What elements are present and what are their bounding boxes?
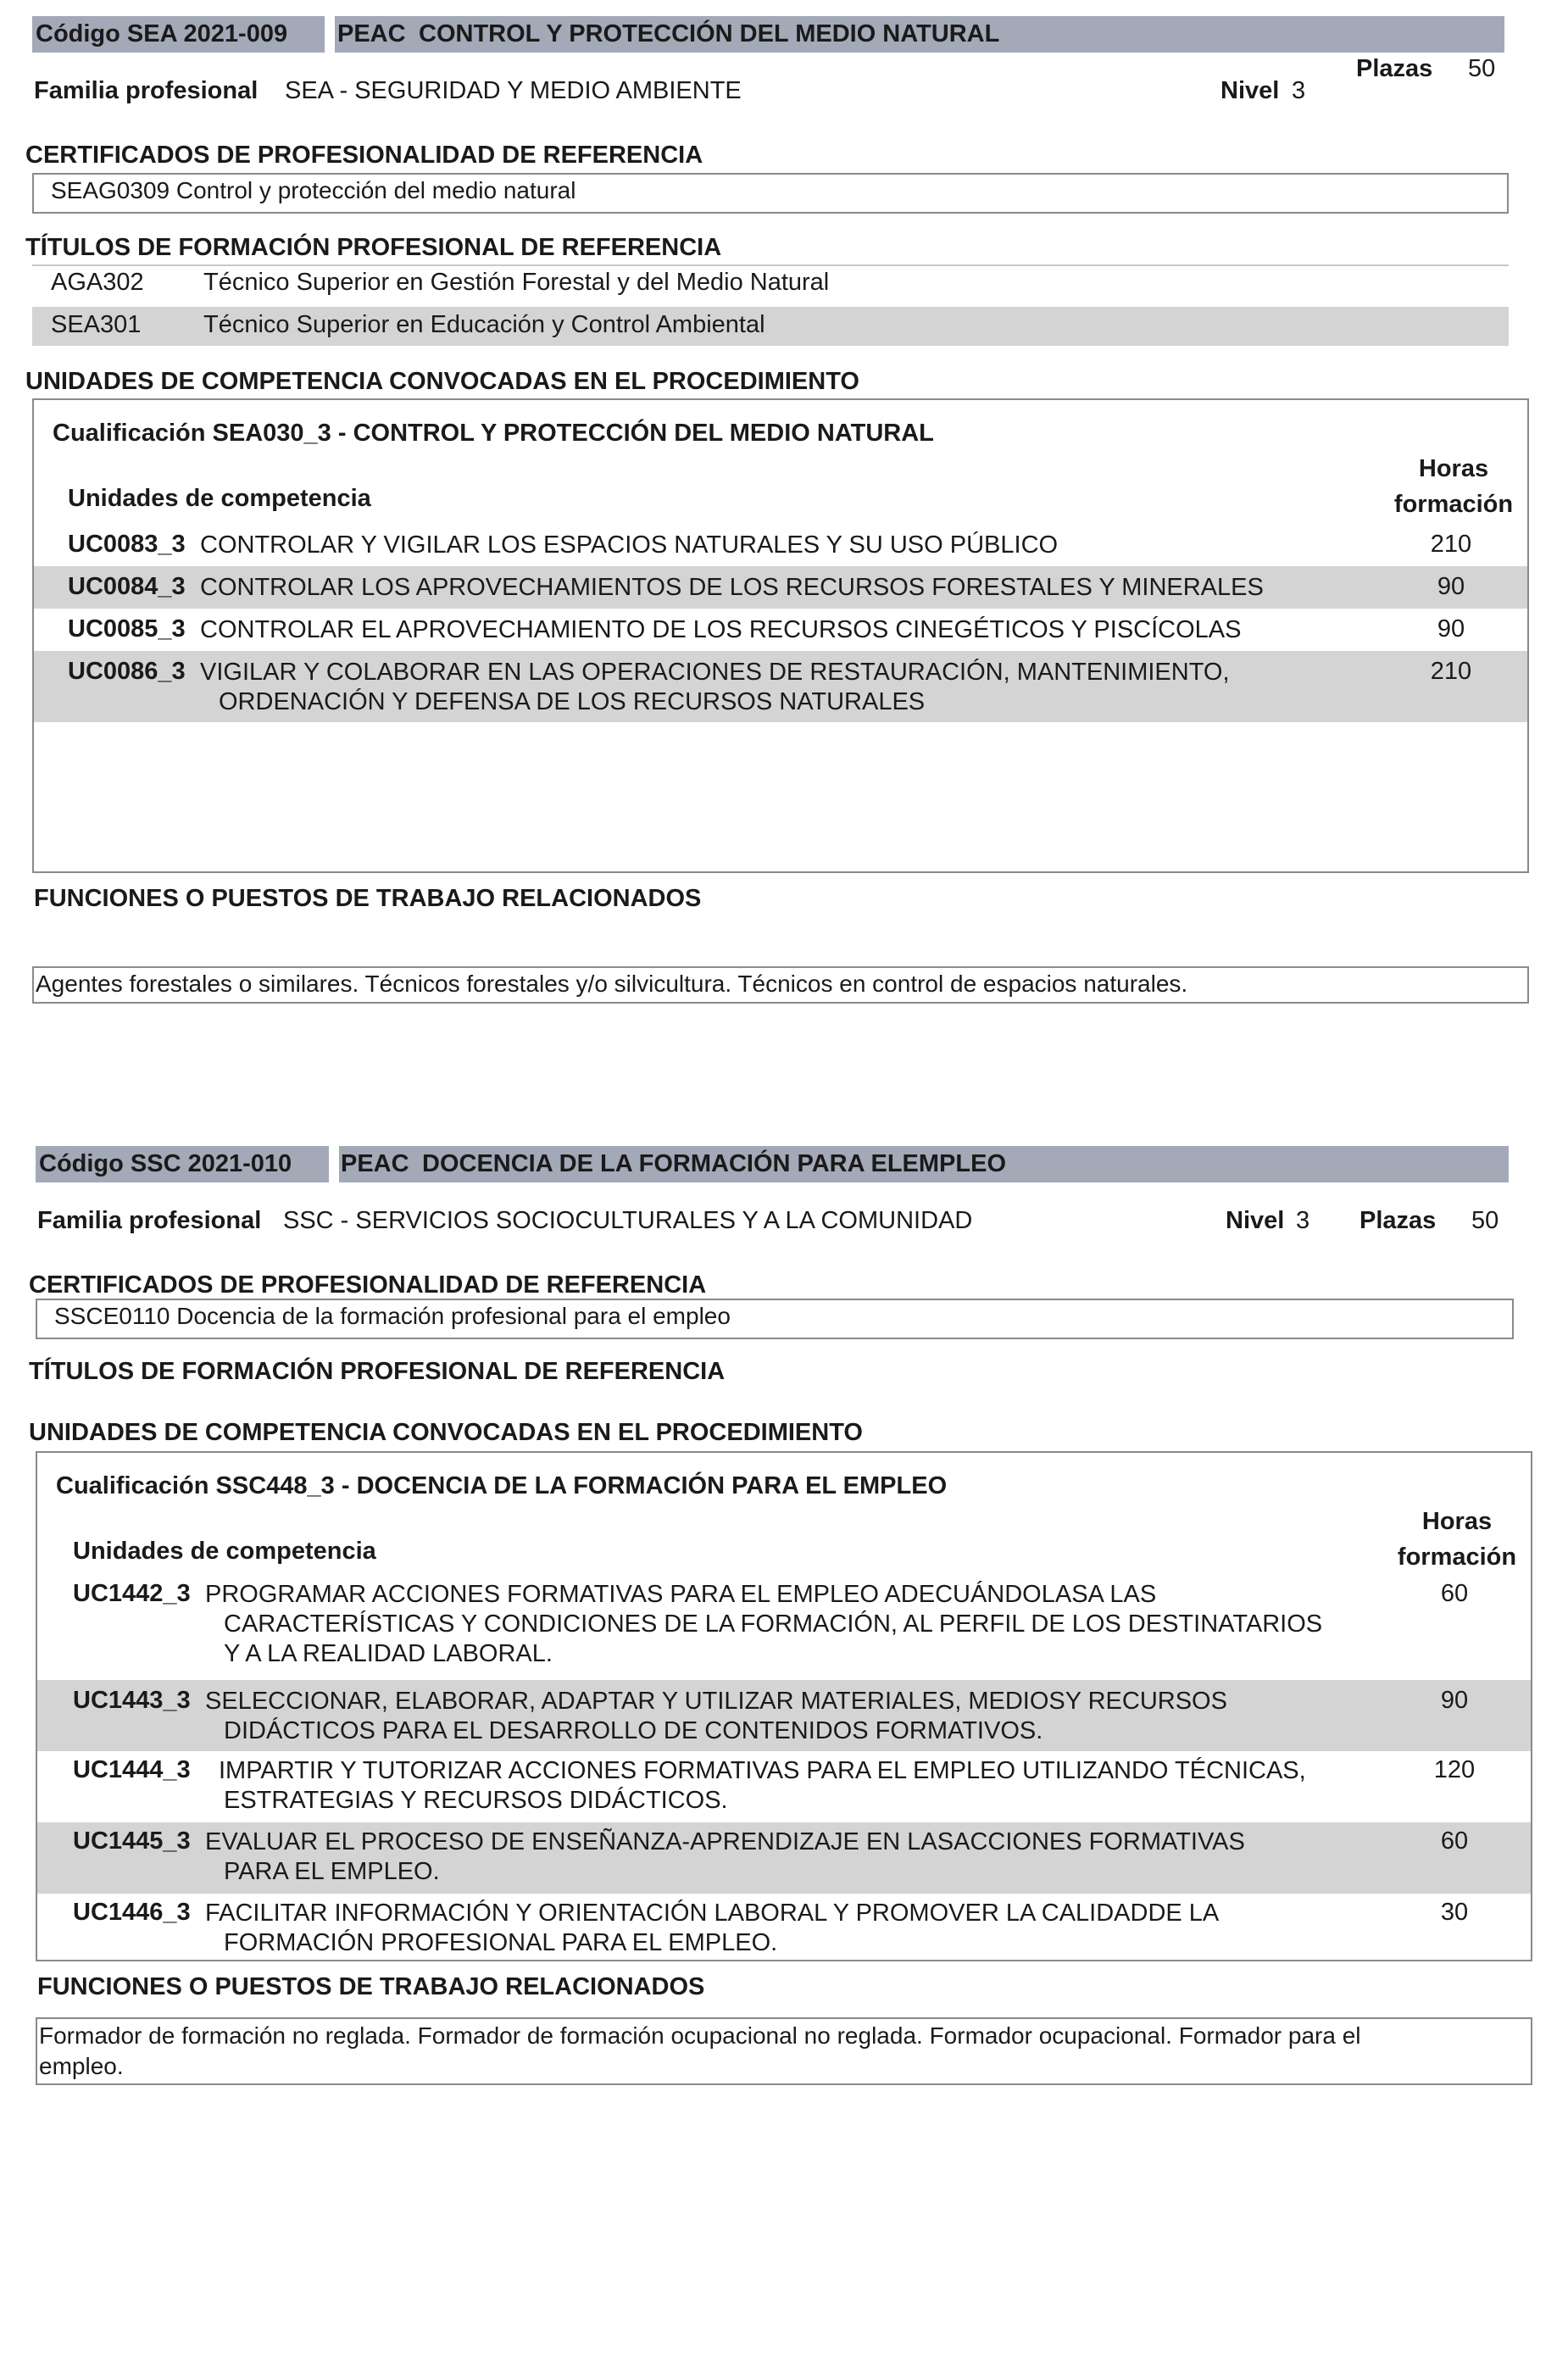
- unit-hours: 30: [1440, 1899, 1469, 1926]
- unit-code: UC0085_3: [68, 615, 186, 642]
- col-hours-header: [1393, 1504, 1521, 1575]
- unit-hours: 210: [1430, 531, 1472, 558]
- familia-value: SEA - SEGURIDAD Y MEDIO AMBIENTE: [285, 77, 742, 104]
- unit-row: [34, 524, 1527, 566]
- unit-hours: 90: [1437, 615, 1465, 642]
- funciones-value: Agentes forestales o similares. Técnicos forestales y/o silvicultura. Técnicos en control de espacios naturales.: [36, 971, 1188, 997]
- col-hours-line2: formación: [1397, 1544, 1517, 1571]
- unit-code: UC0084_3: [68, 573, 186, 600]
- titulo-code: AGA302: [51, 269, 144, 296]
- nivel-label: Nivel: [1220, 77, 1280, 104]
- titulo-row: [32, 266, 1509, 303]
- cert-value: SSCE0110 Docencia de la formación profesional para el empleo: [54, 1303, 731, 1329]
- unit-line: CARACTERÍSTICAS Y CONDICIONES DE LA FORMACIÓN, AL PERFIL DE LOS DESTINATARIOS: [224, 1610, 1323, 1638]
- qualification-title: DOCENCIA DE LA FORMACIÓN PARA ELEMPLEO: [422, 1150, 1007, 1177]
- unit-hours: 90: [1440, 1687, 1469, 1714]
- unit-code: UC1443_3: [73, 1687, 191, 1714]
- funciones-line: Formador de formación no reglada. Formador de formación ocupacional no reglada. Formador ocupacional. Formador para el: [39, 2022, 1361, 2049]
- unit-title: [200, 531, 1058, 560]
- cualificacion-label: Cualificación SSC448_3 - DOCENCIA DE LA FORMACIÓN PARA EL EMPLEO: [56, 1472, 948, 1499]
- titulo-name: Técnico Superior en Gestión Forestal y del Medio Natural: [203, 269, 830, 296]
- nivel-label: Nivel: [1226, 1207, 1285, 1234]
- unit-hours: 60: [1440, 1827, 1469, 1855]
- codigo-label: Código SSC 2021-010: [39, 1150, 292, 1177]
- unit-row: [37, 1751, 1531, 1822]
- col-units-header: Unidades de competencia: [68, 485, 371, 512]
- unit-line: EVALUAR EL PROCESO DE ENSEÑANZA-APRENDIZAJE EN LASACCIONES FORMATIVAS: [205, 1828, 1245, 1855]
- unit-row: [34, 609, 1527, 651]
- uc-heading: UNIDADES DE COMPETENCIA CONVOCADAS EN EL PROCEDIMIENTO: [25, 368, 859, 395]
- funciones-heading: FUNCIONES O PUESTOS DE TRABAJO RELACIONADOS: [34, 885, 702, 912]
- unit-line: FACILITAR INFORMACIÓN Y ORIENTACIÓN LABORAL Y PROMOVER LA CALIDADDE LA: [205, 1900, 1220, 1927]
- uc-table: [32, 398, 1529, 873]
- unit-line: FORMACIÓN PROFESIONAL PARA EL EMPLEO.: [224, 1929, 778, 1956]
- unit-hours: 210: [1430, 658, 1472, 685]
- col-hours-header: [1390, 451, 1517, 522]
- unit-line: CONTROLAR EL APROVECHAMIENTO DE LOS RECURSOS CINEGÉTICOS Y PISCÍCOLAS: [200, 616, 1242, 643]
- titulo-code: SEA301: [51, 311, 142, 338]
- unit-row: [37, 1577, 1531, 1680]
- unit-line: VIGILAR Y COLABORAR EN LAS OPERACIONES DE RESTAURACIÓN, MANTENIMIENTO,: [200, 659, 1230, 686]
- unit-line: ESTRATEGIAS Y RECURSOS DIDÁCTICOS.: [224, 1787, 728, 1814]
- unit-row: [34, 566, 1527, 609]
- unit-row: [37, 1822, 1531, 1894]
- funciones-heading: FUNCIONES O PUESTOS DE TRABAJO RELACIONADOS: [37, 1973, 705, 2000]
- unit-title: [200, 658, 1230, 717]
- titulos-heading: TÍTULOS DE FORMACIÓN PROFESIONAL DE REFERENCIA: [25, 234, 722, 261]
- cert-heading: CERTIFICADOS DE PROFESIONALIDAD DE REFERENCIA: [25, 142, 703, 169]
- unit-row: [37, 1894, 1531, 1961]
- titulo-row: [32, 307, 1509, 346]
- col-units-header: Unidades de competencia: [73, 1538, 376, 1565]
- unit-title: [205, 1899, 1219, 1958]
- col-hours-line1: Horas: [1421, 1508, 1493, 1535]
- uc-table: [36, 1451, 1532, 1961]
- unit-row: [34, 651, 1527, 722]
- nivel-value: 3: [1292, 77, 1306, 104]
- plazas-value: 50: [1471, 1207, 1499, 1234]
- nivel-value: 3: [1296, 1207, 1310, 1234]
- unit-hours: 60: [1440, 1580, 1469, 1607]
- cert-value: SEAG0309 Control y protección del medio natural: [51, 177, 576, 203]
- familia-label: Familia profesional: [34, 77, 259, 104]
- cert-heading: CERTIFICADOS DE PROFESIONALIDAD DE REFERENCIA: [29, 1271, 707, 1299]
- col-hours-line2: formación: [1393, 491, 1514, 518]
- unit-title: [219, 1756, 1306, 1816]
- unit-line: PROGRAMAR ACCIONES FORMATIVAS PARA EL EMPLEO ADECUÁNDOLASA LAS: [205, 1581, 1157, 1608]
- titulo-name: Técnico Superior en Educación y Control Ambiental: [203, 311, 765, 338]
- unit-title: [205, 1827, 1245, 1887]
- unit-title: [200, 573, 1264, 603]
- plazas-label: Plazas: [1356, 55, 1433, 82]
- unit-title: [200, 615, 1242, 645]
- titulos-heading: TÍTULOS DE FORMACIÓN PROFESIONAL DE REFERENCIA: [29, 1358, 726, 1385]
- unit-line: Y A LA REALIDAD LABORAL.: [224, 1640, 553, 1667]
- peac-label: PEAC: [337, 20, 406, 47]
- uc-heading: UNIDADES DE COMPETENCIA CONVOCADAS EN EL PROCEDIMIENTO: [29, 1419, 863, 1446]
- unit-line: DIDÁCTICOS PARA EL DESARROLLO DE CONTENIDOS FORMATIVOS.: [224, 1717, 1043, 1744]
- funciones-line: empleo.: [39, 2053, 124, 2079]
- unit-line: CONTROLAR Y VIGILAR LOS ESPACIOS NATURALES Y SU USO PÚBLICO: [200, 531, 1059, 559]
- unit-line: PARA EL EMPLEO.: [224, 1858, 440, 1885]
- unit-code: UC1445_3: [73, 1827, 191, 1855]
- unit-line: CONTROLAR LOS APROVECHAMIENTOS DE LOS RECURSOS FORESTALES Y MINERALES: [200, 574, 1264, 601]
- unit-code: UC1446_3: [73, 1899, 191, 1926]
- unit-code: UC1444_3: [73, 1756, 191, 1783]
- plazas-value: 50: [1468, 55, 1496, 82]
- unit-line: ORDENACIÓN Y DEFENSA DE LOS RECURSOS NATURALES: [219, 688, 926, 715]
- unit-title: [205, 1687, 1227, 1746]
- qualification-title: CONTROL Y PROTECCIÓN DEL MEDIO NATURAL: [419, 20, 1000, 47]
- unit-line: SELECCIONAR, ELABORAR, ADAPTAR Y UTILIZAR MATERIALES, MEDIOSY RECURSOS: [205, 1688, 1227, 1715]
- cualificacion-label: Cualificación SEA030_3 - CONTROL Y PROTECCIÓN DEL MEDIO NATURAL: [53, 420, 934, 447]
- unit-code: UC1442_3: [73, 1580, 191, 1607]
- unit-hours: 90: [1437, 573, 1465, 600]
- familia-label: Familia profesional: [37, 1207, 262, 1234]
- unit-title: [205, 1580, 1322, 1669]
- unit-code: UC0086_3: [68, 658, 186, 685]
- unit-row: [37, 1680, 1531, 1751]
- unit-line: IMPARTIR Y TUTORIZAR ACCIONES FORMATIVAS PARA EL EMPLEO UTILIZANDO TÉCNICAS,: [219, 1757, 1306, 1784]
- funciones-value: [39, 2021, 1360, 2082]
- plazas-label: Plazas: [1359, 1207, 1437, 1234]
- unit-hours: 120: [1433, 1756, 1476, 1783]
- codigo-label: Código SEA 2021-009: [36, 20, 288, 47]
- col-hours-line1: Horas: [1418, 455, 1489, 482]
- familia-value: SSC - SERVICIOS SOCIOCULTURALES Y A LA COMUNIDAD: [283, 1207, 973, 1234]
- unit-code: UC0083_3: [68, 531, 186, 558]
- peac-label: PEAC: [341, 1150, 409, 1177]
